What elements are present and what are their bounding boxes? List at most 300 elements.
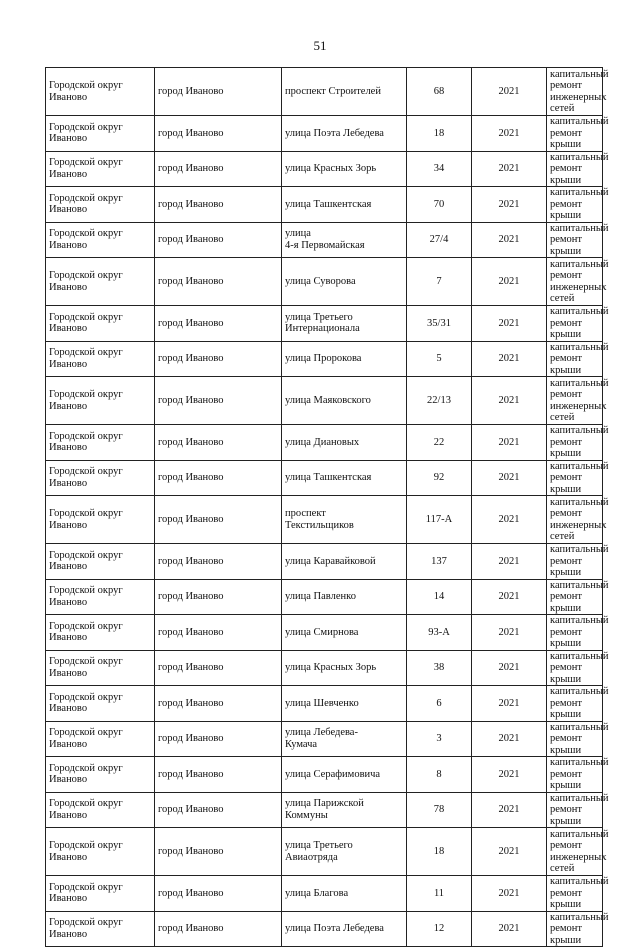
city-cell [155, 757, 282, 793]
work-type-cell-text: капитальный ремонт крыши [550, 151, 609, 186]
district-cell-text: Городской округ Иваново [49, 881, 123, 905]
work-type-cell [547, 615, 609, 651]
work-type-cell-text: капитальный ремонт крыши [550, 792, 609, 827]
city-cell-text: город Иваново [158, 198, 224, 210]
street-cell [282, 579, 407, 615]
house-number-cell [407, 496, 472, 544]
district-cell-text: Городской округ Иваново [49, 192, 123, 216]
city-cell-text: город Иваново [158, 768, 224, 780]
city-cell-text: город Иваново [158, 845, 224, 857]
city-cell-text: город Иваново [158, 733, 224, 744]
city-cell-text: город Иваново [158, 626, 224, 638]
house-number-cell-text: 137 [431, 555, 447, 567]
street-cell [282, 911, 407, 947]
city-cell-text: город Иваново [158, 85, 224, 97]
year-cell [472, 579, 547, 615]
street-cell-text: улица Красных Зорь [285, 662, 377, 673]
street-cell-text: улица Красных Зорь [285, 163, 377, 174]
house-number-cell-text: 11 [433, 887, 445, 899]
year-cell [472, 828, 547, 876]
district-cell [46, 258, 155, 306]
house-number-cell-text: 27/4 [429, 234, 449, 245]
street-cell [282, 341, 407, 377]
street-cell [282, 460, 407, 496]
year-cell-text: 2021 [498, 436, 520, 448]
year-cell-text: 2021 [498, 662, 520, 673]
street-cell-text: улица Маяковского [285, 394, 371, 406]
district-cell [46, 116, 155, 152]
district-cell [46, 187, 155, 223]
city-cell [155, 828, 282, 876]
table-row [46, 187, 603, 223]
street-cell-text: улица Шевченко [285, 697, 359, 709]
street-cell [282, 792, 407, 828]
year-cell [472, 258, 547, 306]
city-cell-text: город Иваново [158, 163, 224, 174]
house-number-cell-text: 3 [436, 733, 442, 744]
work-type-cell [547, 151, 609, 187]
work-type-cell-text: капитальный ремонт инженерных сетей [550, 377, 609, 423]
year-cell-text: 2021 [498, 923, 520, 934]
house-number-cell-text: 78 [433, 804, 445, 815]
house-number-cell-text: 38 [433, 662, 445, 673]
house-number-cell-text: 93-А [428, 626, 450, 638]
year-cell-text: 2021 [498, 626, 520, 638]
city-cell [155, 258, 282, 306]
work-type-cell [547, 222, 609, 258]
district-cell [46, 68, 155, 116]
table-row [46, 496, 603, 544]
district-cell-text: Городской округ Иваново [49, 798, 123, 821]
street-cell-text: улица Суворова [285, 275, 356, 287]
table-row [46, 222, 603, 258]
city-cell [155, 341, 282, 377]
year-cell [472, 306, 547, 342]
district-cell [46, 757, 155, 793]
district-cell-text: Городской округ Иваново [49, 656, 123, 679]
table-row [46, 579, 603, 615]
street-cell-text: улица Смирнова [285, 626, 359, 638]
work-type-cell [547, 828, 609, 876]
district-cell [46, 828, 155, 876]
street-cell-text: улица Пророкова [285, 353, 362, 364]
work-type-cell-text: капитальный ремонт крыши [550, 116, 609, 150]
house-number-cell-text: 68 [433, 85, 445, 97]
district-cell-text: Городской округ Иваново [49, 430, 123, 454]
city-cell [155, 876, 282, 912]
district-cell [46, 151, 155, 187]
table-row [46, 425, 603, 461]
work-type-cell [547, 757, 609, 793]
street-cell [282, 650, 407, 686]
district-cell [46, 615, 155, 651]
house-number-cell-text: 34 [433, 163, 445, 174]
district-cell-text: Городской округ Иваново [49, 270, 123, 293]
city-cell-text: город Иваново [158, 513, 224, 525]
year-cell-text: 2021 [498, 163, 520, 174]
street-cell [282, 876, 407, 912]
house-number-cell [407, 377, 472, 425]
work-type-cell [547, 460, 609, 496]
district-cell-text: Городской округ Иваново [49, 585, 123, 608]
year-cell-text: 2021 [498, 234, 520, 245]
street-cell-text: улица 4-я Первомайская [285, 228, 365, 251]
work-type-cell [547, 377, 609, 425]
district-cell-text: Городской округ Иваново [49, 508, 123, 531]
house-number-cell [407, 222, 472, 258]
house-number-cell-text: 35/31 [427, 317, 451, 329]
district-cell-text: Городской округ Иваново [49, 620, 123, 644]
city-cell [155, 615, 282, 651]
city-cell [155, 151, 282, 187]
year-cell-text: 2021 [498, 198, 520, 210]
street-cell [282, 496, 407, 544]
house-number-cell [407, 544, 472, 580]
house-number-cell [407, 686, 472, 722]
year-cell [472, 876, 547, 912]
district-cell [46, 306, 155, 342]
district-cell [46, 650, 155, 686]
street-cell-text: улица Третьего Интернационала [285, 311, 360, 335]
table-row [46, 68, 603, 116]
district-cell-text: Городской округ Иваново [49, 727, 123, 750]
work-type-cell-text: капитальный ремонт крыши [550, 876, 609, 910]
year-cell-text: 2021 [498, 768, 520, 780]
street-cell-text: улица Поэта Лебедева [285, 127, 384, 139]
house-number-cell-text: 14 [433, 591, 445, 602]
table-row [46, 116, 603, 152]
city-cell [155, 496, 282, 544]
year-cell-text: 2021 [498, 317, 520, 329]
city-cell [155, 721, 282, 757]
house-number-cell [407, 650, 472, 686]
work-type-cell [547, 116, 609, 152]
house-number-cell [407, 792, 472, 828]
city-cell [155, 792, 282, 828]
city-cell-text: город Иваново [158, 317, 224, 329]
house-number-cell [407, 68, 472, 116]
city-cell [155, 306, 282, 342]
street-cell-text: улица Третьего Авиаотряда [285, 840, 353, 863]
year-cell [472, 911, 547, 947]
table-row [46, 306, 603, 342]
work-type-cell [547, 425, 609, 461]
work-type-cell [547, 686, 609, 722]
year-cell-text: 2021 [498, 127, 520, 139]
city-cell [155, 377, 282, 425]
work-type-cell-text: капитальный ремонт крыши [550, 341, 609, 376]
work-type-cell-text: капитальный ремонт крыши [550, 544, 609, 578]
city-cell [155, 544, 282, 580]
district-cell [46, 876, 155, 912]
year-cell-text: 2021 [498, 845, 520, 857]
work-type-cell [547, 544, 609, 580]
year-cell-text: 2021 [498, 472, 520, 483]
work-type-cell-text: капитальный ремонт крыши [550, 306, 609, 340]
street-cell [282, 116, 407, 152]
work-type-cell-text: капитальный ремонт инженерных сетей [550, 258, 609, 304]
year-cell-text: 2021 [498, 887, 520, 899]
table-row [46, 911, 603, 947]
street-cell-text: улица Каравайковой [285, 555, 376, 567]
work-type-cell [547, 876, 609, 912]
district-cell [46, 377, 155, 425]
street-cell-text: проспект Текстильщиков [285, 508, 354, 531]
table-row [46, 686, 603, 722]
house-number-cell [407, 615, 472, 651]
year-cell-text: 2021 [498, 85, 520, 97]
house-number-cell-text: 18 [433, 127, 445, 139]
district-cell [46, 721, 155, 757]
street-cell-text: улица Диановых [285, 436, 360, 448]
city-cell-text: город Иваново [158, 662, 224, 673]
district-cell-text: Городской округ Иваново [49, 80, 123, 103]
year-cell-text: 2021 [498, 353, 520, 364]
table-row [46, 377, 603, 425]
house-number-cell [407, 911, 472, 947]
year-cell [472, 68, 547, 116]
table-row [46, 876, 603, 912]
table-row [46, 792, 603, 828]
table-row [46, 828, 603, 876]
house-number-cell-text: 6 [436, 697, 442, 709]
street-cell [282, 425, 407, 461]
street-cell [282, 686, 407, 722]
district-cell-text: Городской округ Иваново [49, 389, 123, 412]
year-cell-text: 2021 [498, 394, 520, 406]
year-cell [472, 686, 547, 722]
house-number-cell [407, 187, 472, 223]
district-cell-text: Городской округ Иваново [49, 691, 123, 715]
work-type-cell-text: капитальный ремонт инженерных сетей [550, 68, 609, 114]
house-number-cell-text: 22 [433, 436, 445, 448]
work-type-cell [547, 721, 609, 757]
page-number: 51 [313, 38, 327, 53]
year-cell [472, 615, 547, 651]
work-type-cell [547, 187, 609, 223]
district-cell-text: Городской округ Иваново [49, 228, 123, 251]
work-type-cell [547, 792, 609, 828]
house-number-cell [407, 579, 472, 615]
district-cell-text: Городской округ Иваново [49, 157, 123, 180]
district-cell-text: Городской округ Иваново [49, 549, 123, 573]
house-number-cell [407, 460, 472, 496]
street-cell [282, 377, 407, 425]
district-cell [46, 544, 155, 580]
year-cell-text: 2021 [498, 733, 520, 744]
street-cell [282, 721, 407, 757]
street-cell [282, 258, 407, 306]
work-type-cell [547, 579, 609, 615]
year-cell-text: 2021 [498, 697, 520, 709]
work-type-cell-text: капитальный ремонт крыши [550, 615, 609, 649]
district-cell [46, 222, 155, 258]
work-type-cell [547, 341, 609, 377]
street-cell-text: улица Ташкентская [285, 198, 372, 210]
house-number-cell-text: 117-А [425, 513, 453, 525]
year-cell [472, 341, 547, 377]
city-cell-text: город Иваново [158, 555, 224, 567]
district-cell [46, 425, 155, 461]
district-cell-text: Городской округ Иваново [49, 347, 123, 370]
work-type-cell [547, 911, 609, 947]
year-cell [472, 721, 547, 757]
city-cell-text: город Иваново [158, 234, 224, 245]
street-cell [282, 68, 407, 116]
work-type-cell-text: капитальный ремонт крыши [550, 579, 609, 614]
city-cell [155, 686, 282, 722]
city-cell-text: город Иваново [158, 591, 224, 602]
city-cell-text: город Иваново [158, 353, 224, 364]
district-cell-text: Городской округ Иваново [49, 466, 123, 489]
city-cell [155, 222, 282, 258]
house-number-cell-text: 5 [436, 353, 442, 364]
house-number-cell [407, 341, 472, 377]
city-cell-text: город Иваново [158, 923, 224, 934]
city-cell [155, 911, 282, 947]
house-number-cell [407, 116, 472, 152]
district-cell [46, 579, 155, 615]
city-cell [155, 460, 282, 496]
city-cell-text: город Иваново [158, 697, 224, 709]
work-type-cell-text: капитальный ремонт крыши [550, 650, 609, 685]
table-row [46, 650, 603, 686]
district-cell-text: Городской округ Иваново [49, 840, 123, 863]
house-number-cell [407, 876, 472, 912]
street-cell-text: улица Благова [285, 887, 349, 899]
street-cell [282, 757, 407, 793]
district-cell [46, 792, 155, 828]
city-cell-text: город Иваново [158, 394, 224, 406]
district-cell [46, 460, 155, 496]
table-row [46, 757, 603, 793]
street-cell-text: улица Поэта Лебедева [285, 923, 384, 934]
house-number-cell [407, 151, 472, 187]
house-number-cell-text: 12 [433, 923, 445, 934]
district-cell [46, 911, 155, 947]
work-type-cell [547, 306, 609, 342]
year-cell [472, 377, 547, 425]
city-cell-text: город Иваново [158, 275, 224, 287]
year-cell [472, 650, 547, 686]
registry-table [45, 67, 609, 947]
city-cell-text: город Иваново [158, 804, 224, 815]
house-number-cell [407, 721, 472, 757]
city-cell-text: город Иваново [158, 472, 224, 483]
house-number-cell [407, 306, 472, 342]
table-row [46, 544, 603, 580]
city-cell [155, 650, 282, 686]
year-cell [472, 425, 547, 461]
work-type-cell-text: капитальный ремонт инженерных сетей [550, 496, 609, 542]
year-cell-text: 2021 [498, 591, 520, 602]
street-cell-text: проспект Строителей [285, 85, 381, 97]
table-row [46, 721, 603, 757]
street-cell-text: улица Лебедева- Кумача [285, 727, 358, 750]
street-cell-text: улица Павленко [285, 591, 356, 602]
street-cell [282, 187, 407, 223]
street-cell [282, 151, 407, 187]
year-cell [472, 116, 547, 152]
work-type-cell [547, 650, 609, 686]
district-cell [46, 686, 155, 722]
registry-table-body [46, 68, 609, 947]
year-cell [472, 757, 547, 793]
city-cell [155, 116, 282, 152]
street-cell [282, 544, 407, 580]
house-number-cell [407, 828, 472, 876]
year-cell-text: 2021 [498, 804, 520, 815]
work-type-cell [547, 258, 609, 306]
year-cell [472, 792, 547, 828]
year-cell-text: 2021 [498, 513, 520, 525]
district-cell [46, 496, 155, 544]
table-row [46, 151, 603, 187]
work-type-cell-text: капитальный ремонт крыши [550, 187, 609, 221]
work-type-cell-text: капитальный ремонт крыши [550, 222, 609, 257]
work-type-cell-text: капитальный ремонт крыши [550, 757, 609, 791]
work-type-cell-text: капитальный ремонт крыши [550, 721, 609, 756]
district-cell-text: Городской округ Иваново [49, 917, 123, 940]
street-cell [282, 828, 407, 876]
house-number-cell-text: 70 [433, 198, 445, 210]
street-cell-text: улица Ташкентская [285, 472, 372, 483]
year-cell [472, 496, 547, 544]
city-cell-text: город Иваново [158, 887, 224, 899]
house-number-cell-text: 8 [436, 768, 442, 780]
street-cell-text: улица Парижской Коммуны [285, 798, 364, 821]
year-cell [472, 222, 547, 258]
house-number-cell [407, 757, 472, 793]
year-cell [472, 544, 547, 580]
house-number-cell-text: 92 [433, 472, 445, 483]
district-cell-text: Городской округ Иваново [49, 762, 123, 786]
street-cell-text: улица Серафимовича [285, 768, 381, 780]
city-cell-text: город Иваново [158, 436, 224, 448]
table-row [46, 341, 603, 377]
house-number-cell-text: 18 [433, 845, 445, 857]
city-cell [155, 425, 282, 461]
house-number-cell [407, 258, 472, 306]
house-number-cell [407, 425, 472, 461]
city-cell-text: город Иваново [158, 127, 224, 139]
work-type-cell-text: капитальный ремонт инженерных сетей [550, 828, 609, 874]
city-cell [155, 187, 282, 223]
district-cell [46, 341, 155, 377]
year-cell-text: 2021 [498, 275, 520, 287]
city-cell [155, 579, 282, 615]
work-type-cell [547, 68, 609, 116]
table-row [46, 615, 603, 651]
house-number-cell-text: 22/13 [427, 394, 451, 406]
year-cell [472, 151, 547, 187]
table-row [46, 460, 603, 496]
work-type-cell-text: капитальный ремонт крыши [550, 686, 609, 720]
district-cell-text: Городской округ Иваново [49, 121, 123, 145]
work-type-cell-text: капитальный ремонт крыши [550, 911, 609, 946]
street-cell [282, 615, 407, 651]
city-cell [155, 68, 282, 116]
year-cell [472, 460, 547, 496]
work-type-cell-text: капитальный ремонт крыши [550, 425, 609, 459]
table-row [46, 258, 603, 306]
year-cell-text: 2021 [498, 555, 520, 567]
work-type-cell-text: капитальный ремонт крыши [550, 460, 609, 495]
year-cell [472, 187, 547, 223]
street-cell [282, 306, 407, 342]
house-number-cell-text: 7 [436, 275, 442, 287]
work-type-cell [547, 496, 609, 544]
